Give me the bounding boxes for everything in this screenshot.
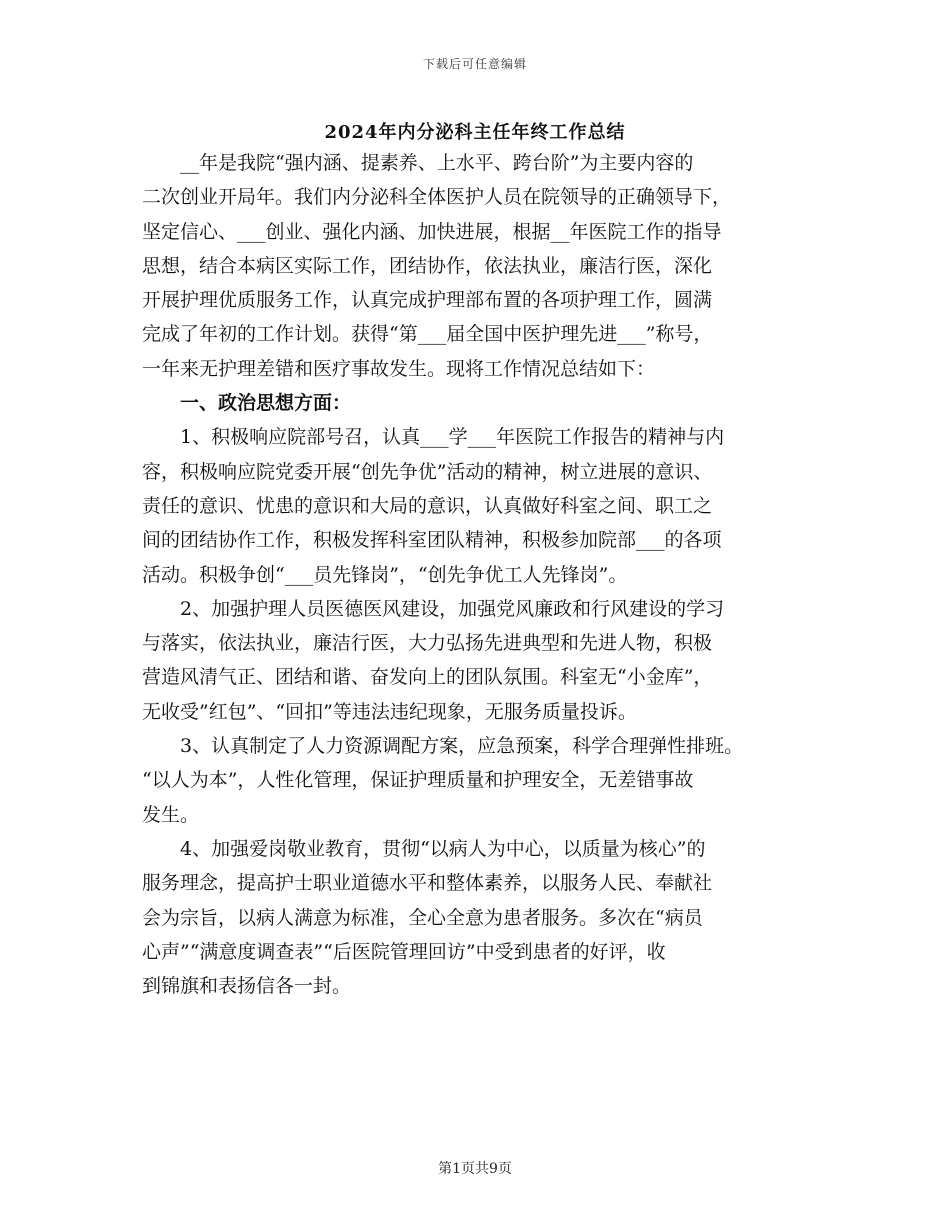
body-line: 4、加强爱岗敬业教育，贯彻“以病人为中心，以质量为核心”的 <box>180 837 706 860</box>
body-line: 会为宗旨，以病人满意为标准，全心全意为患者服务。多次在“病员 <box>142 906 703 929</box>
body-line: 一年来无护理差错和医疗事故发生。现将工作情况总结如下： <box>142 357 656 380</box>
document-title: 2024年内分泌科主任年终工作总结 <box>324 122 626 143</box>
body-line: 活动。积极争创“___员先锋岗”，“创先争优工人先锋岗”。 <box>142 563 628 586</box>
body-line: 思想，结合本病区实际工作，团结协作，依法执业，廉洁行医，深化 <box>142 254 713 277</box>
body-line: 开展护理优质服务工作，认真完成护理部布置的各项护理工作，圆满 <box>142 289 713 312</box>
header-note: 下载后可任意编辑 <box>422 57 527 71</box>
document-body <box>142 146 814 1003</box>
section-heading: 一、政治思想方面： <box>180 392 352 415</box>
body-line: 间的团结协作工作，积极发挥科室团队精神，积极参加院部___的各项 <box>142 529 722 552</box>
body-line: 责任的意识、忧患的意识和大局的意识，认真做好科室之间、职工之 <box>142 494 713 517</box>
body-line: 容，积极响应院党委开展“创先争优”活动的精神，树立进展的意识、 <box>142 460 713 483</box>
body-line: 3、认真制定了人力资源调配方案，应急预案，科学合理弹性排班。 <box>180 735 744 758</box>
body-line: 与落实，依法执业，廉洁行医，大力弘扬先进典型和先进人物，积极 <box>142 632 713 655</box>
body-line: 心声”“满意度调查表”“后医院管理回访”中受到患者的好评，收 <box>142 940 666 963</box>
body-line: “以人为本”，人性化管理，保证护理质量和护理安全，无差错事故 <box>142 769 694 792</box>
body-line: 发生。 <box>142 803 200 826</box>
body-line: __年是我院“强内涵、提素养、上水平、跨台阶”为主要内容的 <box>180 152 694 174</box>
body-line: 完成了年初的工作计划。获得“第___届全国中医护理先进___”称号， <box>142 323 713 346</box>
body-line: 1、积极响应院部号召，认真___学___年医院工作报告的精神与内 <box>180 426 725 449</box>
body-line: 营造风清气正、团结和谐、奋发向上的团队氛围。科室无“小金库”， <box>142 666 713 689</box>
body-line: 服务理念，提高护士职业道德水平和整体素养，以服务人民、奉献社 <box>142 872 713 895</box>
body-line: 无收受”红包”、“回扣”等违法违纪现象，无服务质量投诉。 <box>142 700 637 723</box>
body-line: 坚定信心、___创业、强化内涵、加快进展，根据__年医院工作的指导 <box>142 220 722 243</box>
body-line: 二次创业开局年。我们内分泌科全体医护人员在院领导的正确领导下， <box>142 186 732 209</box>
page-footer: 第1页共9页 <box>438 1161 512 1177</box>
body-line: 到锦旗和表扬信各一封。 <box>142 975 352 998</box>
body-line: 2、加强护理人员医德医风建设，加强党风廉政和行风建设的学习 <box>180 597 725 620</box>
